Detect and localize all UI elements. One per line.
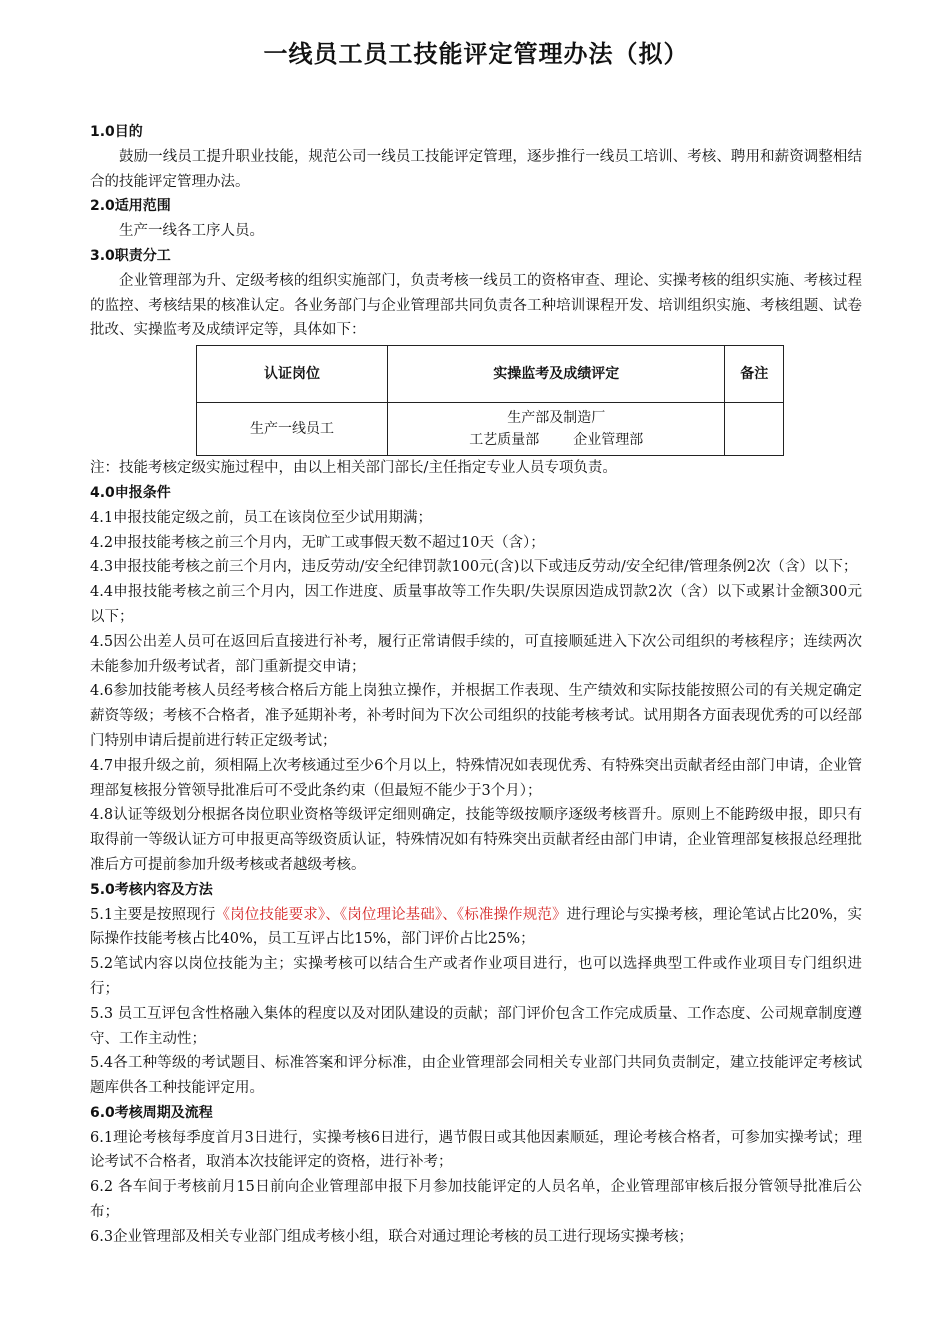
list-item: 6.3企业管理部及相关专业部门组成考核小组，联合对通过理论考核的员工进行现场实操考核；: [90, 1228, 694, 1245]
table-cell-note: [725, 403, 784, 456]
list-item: 6.2 各车间于考核前月15日前向企业管理部申报下月参加技能评定的人员名单，企业管理部审核后报分管领导批准后公布；: [90, 1179, 862, 1221]
table-header-eval: 实操监考及成绩评定: [387, 346, 725, 403]
list-item: 4.4申报技能考核之前三个月内，因工作进度、质量事故等工作失职/失误原因造成罚款2次（含）以下或累计金额300元以下；: [90, 584, 862, 625]
section-heading-conditions: 4.0申报条件: [90, 484, 171, 501]
table-cell-eval-line2: [389, 429, 724, 451]
list-item: [90, 903, 862, 953]
section-text-duties: 企业管理部为升、定级考核的组织实施部门，负责考核一线员工的资格审查、理论、实操考核的组织实施、考核过程的监控、考核结果的核准认定。各业务部门与企业管理部共同负责各工种培训课程开发、培训组织实施、考核组题、试卷批改、实操监考及成绩评定等，具体如下：: [90, 272, 862, 339]
responsibility-table: [196, 345, 784, 456]
dept-management: 企业管理部: [573, 432, 644, 449]
list-item: 5.2笔试内容以岗位技能为主；实操考核可以结合生产或者作业项目进行，也可以选择典型工件或作业项目专门组织进行；: [90, 956, 862, 997]
list-item: 4.5因公出差人员可在返回后直接进行补考，履行正常请假手续的，可直接顺延进入下次公司组织的考核程序；连续两次未能参加升级考试者，部门重新提交申请；: [90, 633, 862, 675]
list-item: 4.8认证等级划分根据各岗位职业资格等级评定细则确定，技能等级按顺序逐级考核晋升。原则上不能跨级申报，即只有取得前一等级认证方可申报更高等级资质认证，特殊情况如有特殊突出贡献者经由部门申请，企业管理部复核报总经理批准后方可提前参加升级考核或者越级考核。: [90, 807, 862, 873]
table-note: 注：技能考核定级实施过程中，由以上相关部门部长/主任指定专业人员专项负责。: [90, 460, 617, 477]
list-item: 4.7申报升级之前，须相隔上次考核通过至少6个月以上，特殊情况如表现优秀、有特殊突出贡献者经由部门申请，企业管理部复核报分管领导批准后可不受此条约束（但最短不能少于3个月）；: [90, 757, 862, 799]
section-text-purpose: 鼓励一线员工提升职业技能，规范公司一线员工技能评定管理，逐步推行一线员工培训、考核、聘用和薪资调整相结合的技能评定管理办法。: [90, 148, 862, 190]
list-item: 6.1理论考核每季度首月3日进行，实操考核6日进行，遇节假日或其他因素顺延，理论考核合格者，可参加实操考试；理论考试不合格者，取消本次技能评定的资格，进行补考；: [90, 1129, 862, 1171]
table-cell-eval: [387, 403, 725, 456]
section-heading-duties: 3.0职责分工: [90, 247, 171, 264]
table-cell-eval-line1: 生产部及制造厂: [507, 410, 606, 427]
table-header-post: 认证岗位: [197, 346, 388, 403]
section-heading-methods: 5.0考核内容及方法: [90, 881, 213, 898]
item-text: 进行理论与实操考核，理论笔试占比20%，实际操作技能考核占比40%，员工互评占比15%，部门评价占比25%；: [90, 906, 862, 948]
item-text: 5.1主要是按照现行: [90, 906, 216, 923]
table-cell-post: 生产一线员工: [197, 403, 388, 456]
referenced-standards: 《岗位技能要求》、《岗位理论基础》、《标准操作规范》: [215, 906, 567, 923]
list-item: 4.1申报技能定级之前，员工在该岗位至少试用期满；: [90, 509, 433, 526]
table-header-note: 备注: [725, 346, 784, 403]
section-heading-scope: 2.0适用范围: [90, 198, 171, 215]
document-body: [90, 120, 862, 1250]
section-text-scope: 生产一线各工序人员。: [119, 223, 264, 240]
list-item: 4.3申报技能考核之前三个月内，违反劳动/安全纪律罚款100元(含)以下或违反劳动/安全纪律/管理条例2次（含）以下；: [90, 559, 858, 576]
list-item: 5.4各工种等级的考试题目、标准答案和评分标准，由企业管理部会同相关专业部门共同负责制定，建立技能评定考核试题库供各工种技能评定用。: [90, 1055, 862, 1097]
section-heading-cycle: 6.0考核周期及流程: [90, 1104, 213, 1121]
list-item: 5.3 员工互评包含性格融入集体的程度以及对团队建设的贡献；部门评价包含工作完成质量、工作态度、公司规章制度遵守、工作主动性；: [90, 1005, 862, 1047]
document-title: 一线员工员工技能评定管理办法（拟）: [263, 40, 689, 68]
dept-quality: 工艺质量部: [469, 432, 540, 449]
table-header-row: [197, 346, 784, 403]
section-heading-purpose: 1.0目的: [90, 124, 143, 140]
list-item: 4.6参加技能考核人员经考核合格后方能上岗独立操作，并根据工作表现、生产绩效和实际技能按照公司的有关规定确定薪资等级；考核不合格者，准予延期补考，补考时间为下次公司组织的技能考核考试。试用期各方面表现优秀的可以经部门特别申请后提前进行转正定级考试；: [90, 683, 862, 749]
list-item: 4.2申报技能考核之前三个月内，无旷工或事假天数不超过10天（含）；: [90, 534, 545, 551]
table-row: [197, 403, 784, 456]
